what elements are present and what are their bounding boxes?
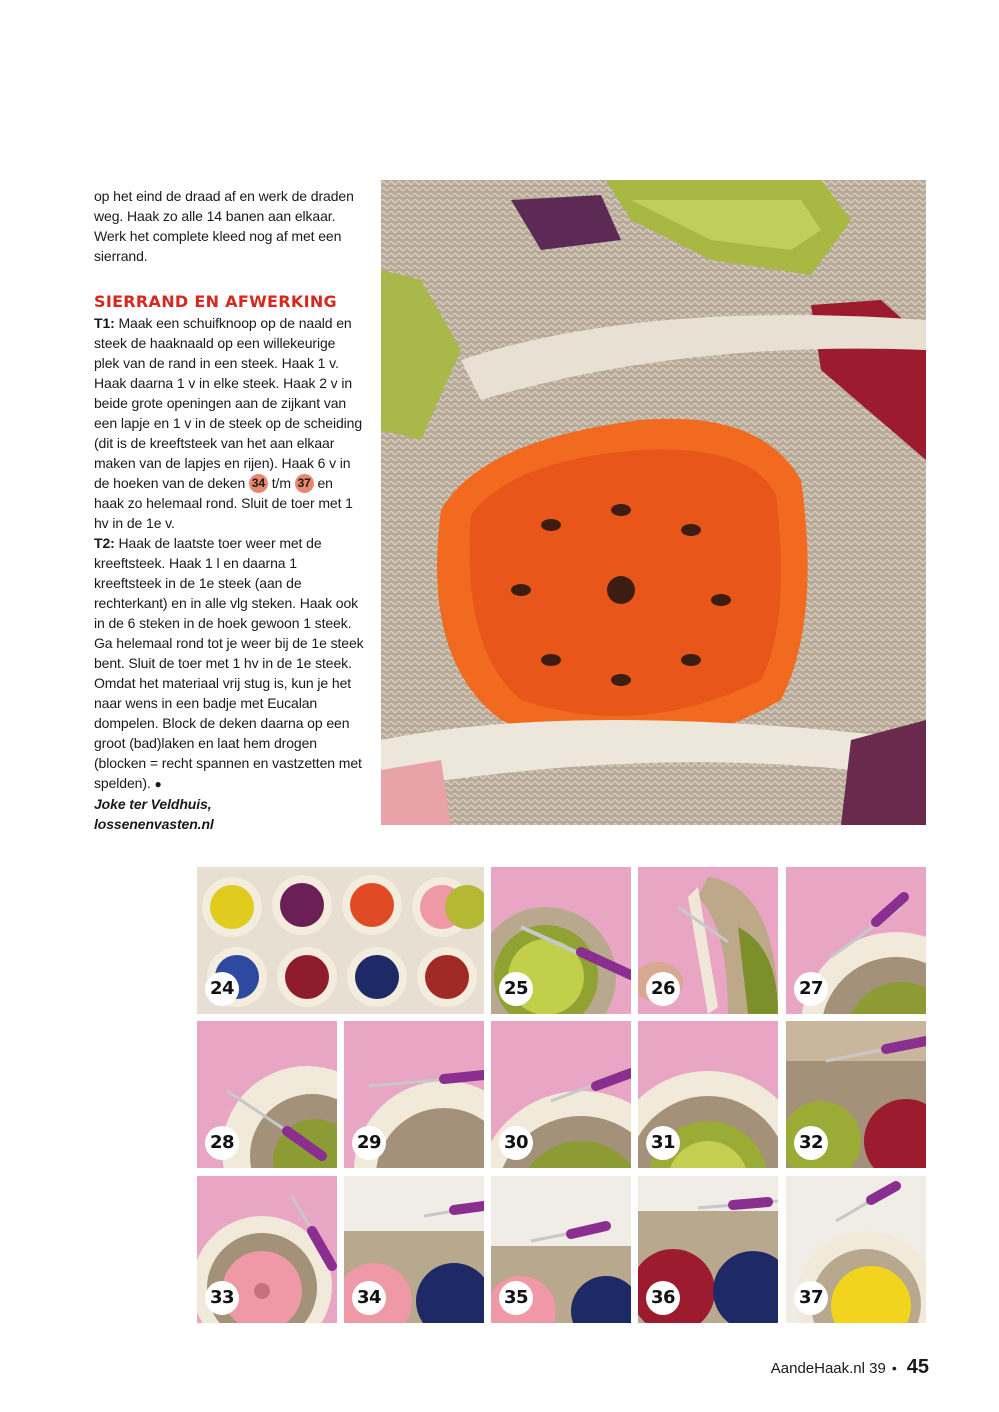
section-heading: SIERRAND EN AFWERKING [94,292,337,311]
step-number-24: 24 [205,972,239,1006]
step-photo-24 [197,867,484,1014]
author-name: Joke ter Veldhuis, [94,796,212,812]
t1-paragraph [94,313,364,533]
step-photo-26 [638,867,778,1014]
step-number-30: 30 [499,1126,533,1160]
step-photo-31 [638,1021,778,1168]
step-number-31: 31 [646,1126,680,1160]
magazine-name: AandeHaak.nl 39 [770,1360,886,1377]
author-website: lossenenvasten.nl [94,816,214,832]
step-number-25: 25 [499,972,533,1006]
t1-text-part1: Maak een schuifknoop op de naald en steek de haaknaald op een willekeurige plek van de rand in een steek. Haak 1 v. Haak daarna 1 v in elke steek. Haak 2 v in beide grote openingen aan de zijkant van een lapje en 1 v in de steek op de scheiding (dit is de kreeftsteek van het aan elkaar maken van de lapjes en rijen). Haak 6 v in de hoeken van de deken [94,315,363,491]
page-number: 45 [906,1356,929,1378]
t1-text-part2: en haak zo helemaal rond. Sluit de toer met 1 hv in de 1e v. [94,475,353,531]
step-number-28: 28 [205,1126,239,1160]
step-photo-25 [491,867,631,1014]
t2-paragraph [94,533,364,794]
article-text-column [94,186,364,834]
step-ref-37: 37 [295,474,314,493]
step-photo-32 [786,1021,926,1168]
step-photo-34 [344,1176,484,1323]
step-photo-37 [786,1176,926,1323]
t1-text-mid: t/m [267,475,295,491]
step-photo-36 [638,1176,778,1323]
footer-separator: • [891,1360,897,1376]
step-photo-29 [344,1021,484,1168]
step-number-35: 35 [499,1281,533,1315]
step-number-26: 26 [646,972,680,1006]
step-number-37: 37 [794,1281,828,1315]
step-number-29: 29 [352,1126,386,1160]
step-photo-27 [786,867,926,1014]
hero-photo-crochet-blanket [381,180,926,825]
page-footer [771,1356,929,1379]
step-number-32: 32 [794,1126,828,1160]
step-number-34: 34 [352,1281,386,1315]
intro-paragraph: op het eind de draad af en werk de draden weg. Haak zo alle 14 banen aan elkaar. Werk het complete kleed nog af met een sierrand. [94,188,354,264]
end-bullet: ● [154,777,162,791]
t1-label: T1: [94,315,115,331]
t2-text: Haak de laatste toer weer met de kreeftsteek. Haak 1 l en daarna 1 kreeftsteek in de 1e steek (aan de rechterkant) en in alle vlg steken. Haak ook in de 6 steken in de hoek gewoon 1 steek. Ga helemaal rond tot je weer bij de 1e steek bent. Sluit de toer met 1 hv in de 1e steek. Omdat het materiaal vrij stug is, kun je het naar wens in een badje met Eucalan dompelen. Block de deken daarna op een groot (bad)laken en laat hem drogen (blocken = recht spannen en vastzetten met spelden). [94,535,364,791]
step-ref-34: 34 [249,474,268,493]
step-photo-28 [197,1021,337,1168]
step-number-27: 27 [794,972,828,1006]
step-number-36: 36 [646,1281,680,1315]
step-number-33: 33 [205,1281,239,1315]
t2-label: T2: [94,535,115,551]
step-photo-30 [491,1021,631,1168]
step-photo-33 [197,1176,337,1323]
step-photo-35 [491,1176,631,1323]
